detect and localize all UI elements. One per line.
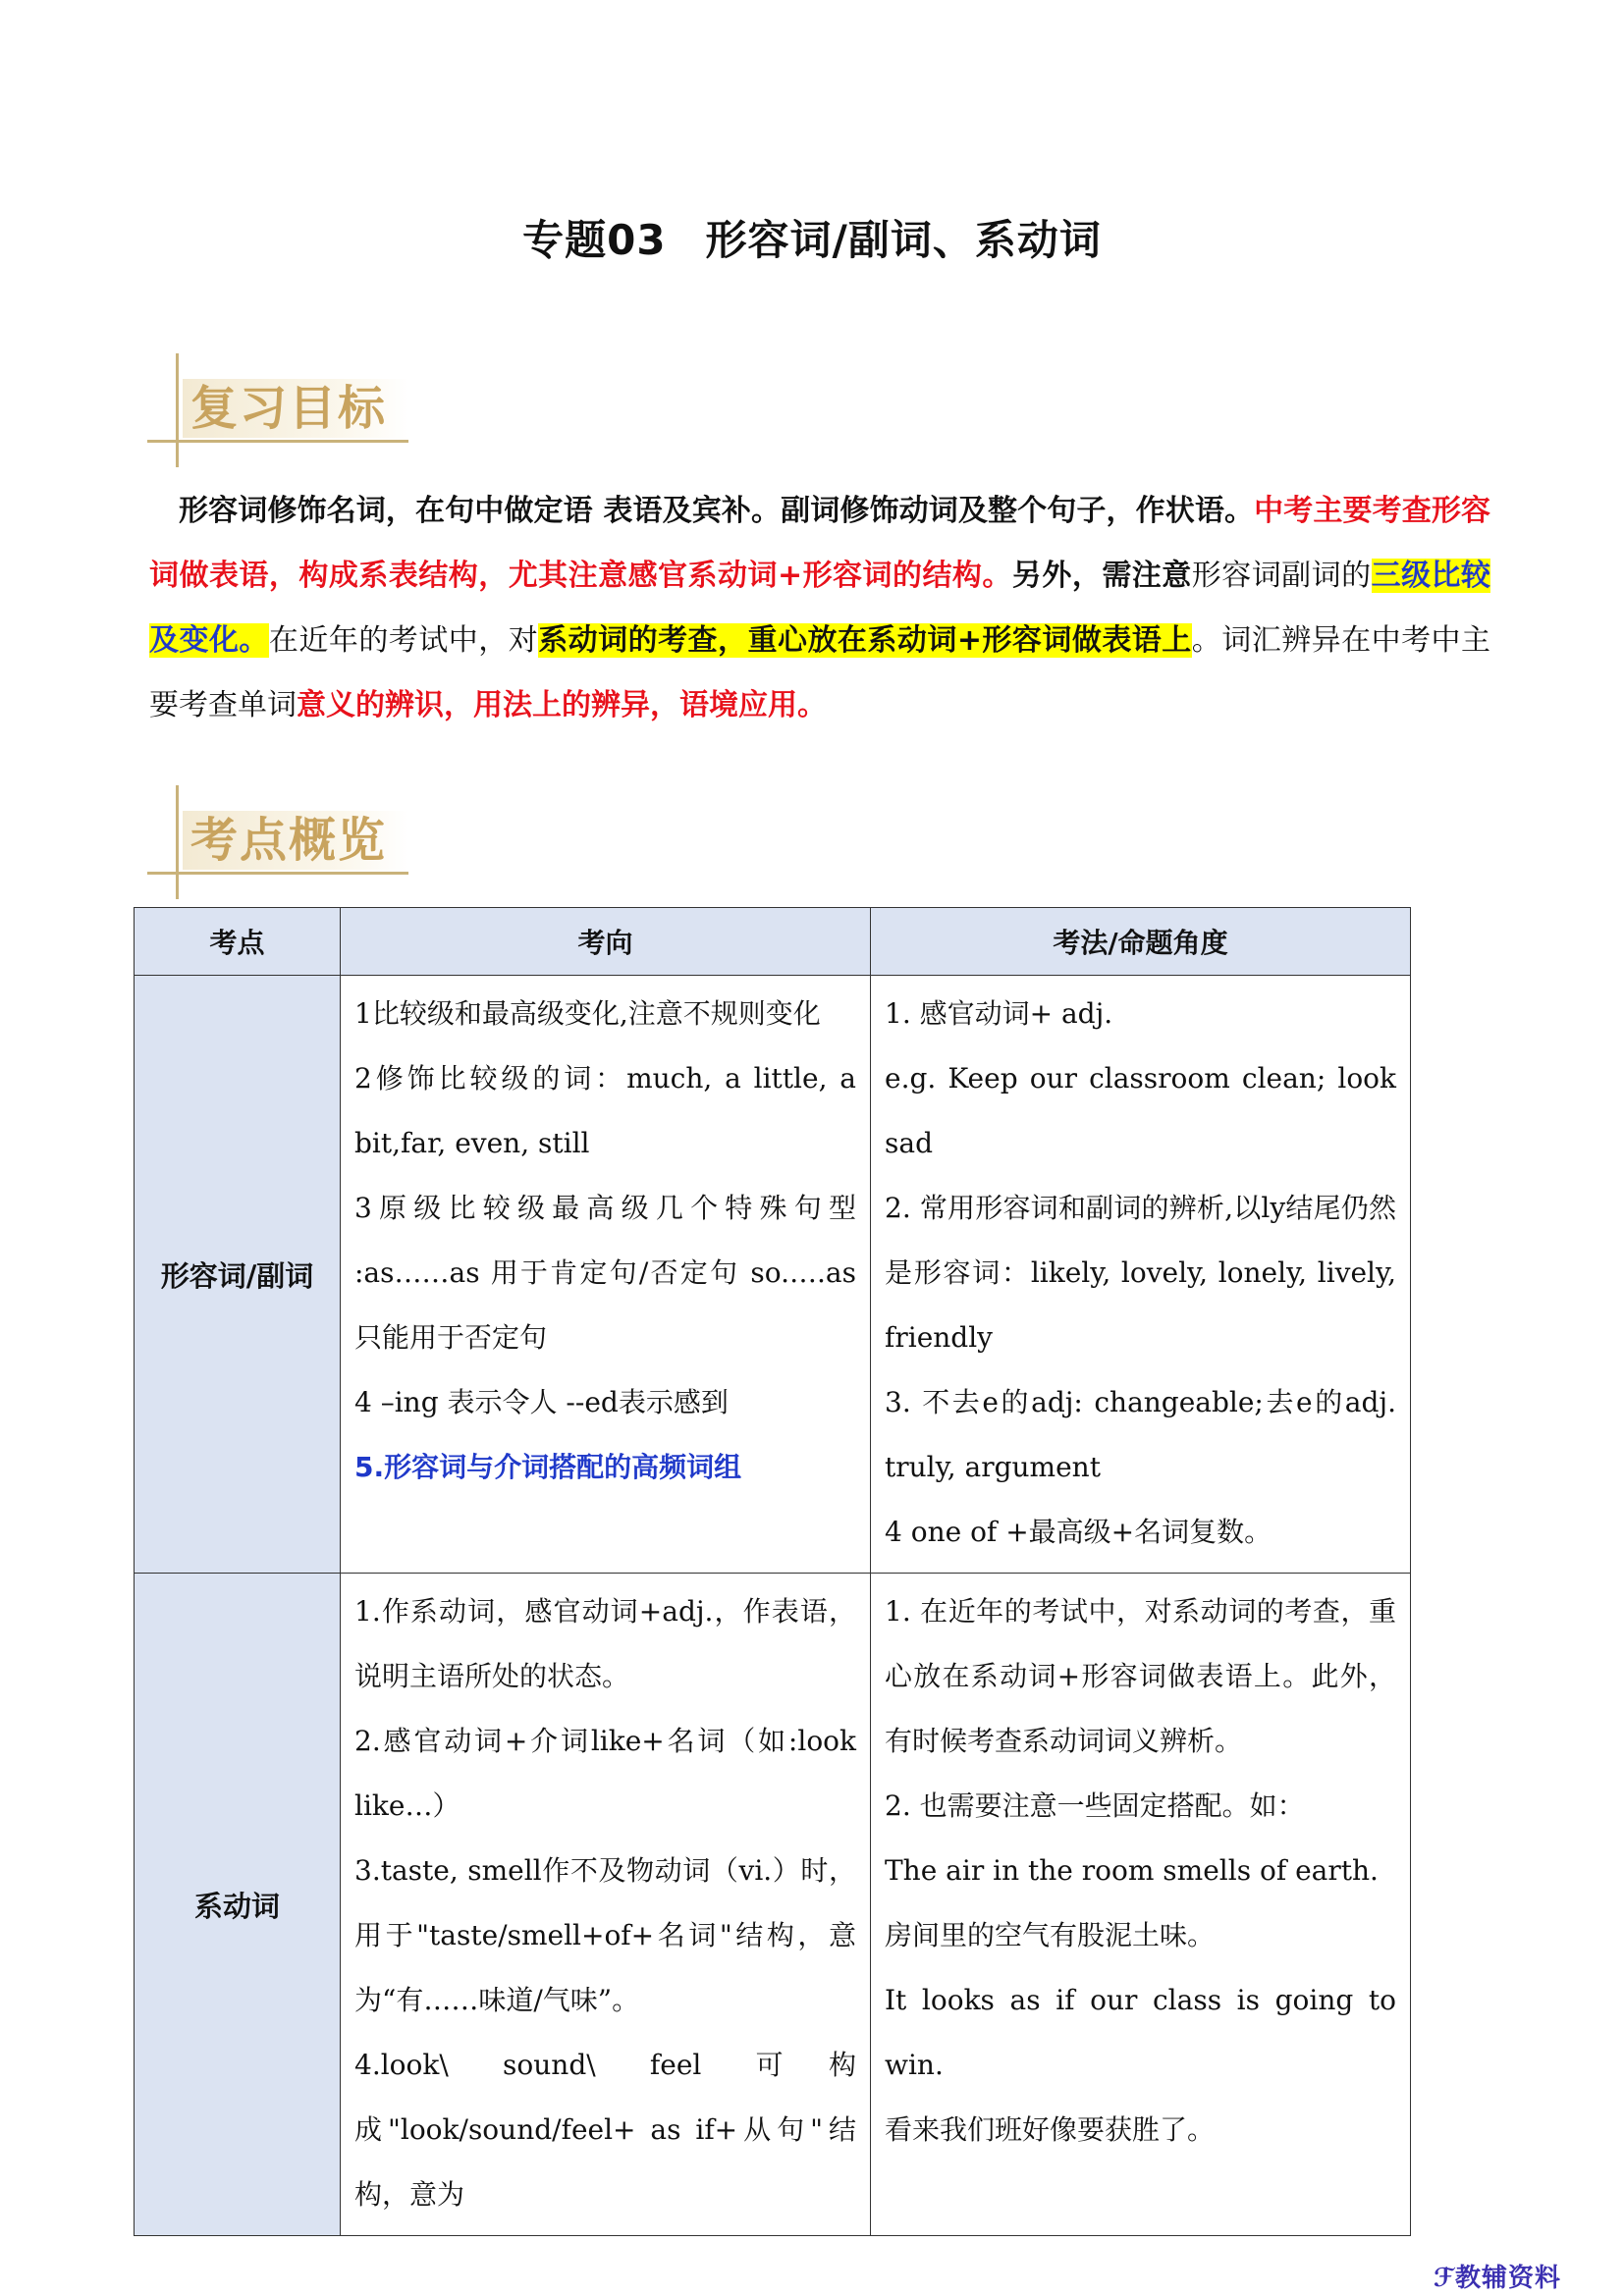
method-line: 2. 常用形容词和副词的辨析,以ly结尾仍然是形容词：likely, lovely, lonely, lively, friendly [885,1192,1396,1354]
direction-line: 1比较级和最高级变化,注意不规则变化 [354,997,821,1030]
method-cell [871,1574,1411,2236]
intro-s3: 另外，需注意 [1011,559,1192,593]
method-line: 看来我们班好像要获胜了。 [885,2113,1216,2146]
banner-overview-label: 考点概览 [190,813,388,868]
watermark-logo [1434,2258,1561,2294]
method-line: e.g. Keep our classroom clean; look sad [885,1062,1396,1159]
topic-cell: 系动词 [135,1574,341,2236]
method-line: 2. 也需要注意一些固定搭配。如： [885,1789,1305,1822]
title-main: 专题03 [522,216,667,264]
intro-s1: 形容词修饰名词，在句中做定语 表语及宾补。副词修饰动词及整个句子，作状语。 [179,494,1255,528]
intro-s8: 。词汇辨异在中考中主要考查单词 [149,623,1491,722]
direction-cell [341,1574,871,2236]
intro-s5: 三级比较及变化。 [149,559,1491,658]
page-title [0,208,1624,267]
direction-line: 3.taste, smell作不及物动词（vi.）时，用于"taste/smell+of+名词"结构，意为“有……味道/气味”。 [354,1854,856,2016]
topic-cell: 形容词/副词 [135,976,341,1574]
direction-line: 1.作系动词，感官动词+adj.，作表语，说明主语所处的状态。 [354,1595,856,1692]
direction-line: 4.look\ sound\ feel 可构成"look/sound/feel+ as if+从句"结构，意为 [354,2049,856,2211]
method-line: 3. 不去e的adj: changeable;去e的adj. truly, argument [885,1386,1396,1483]
table-header-row [135,908,1411,976]
header-direction: 考向 [341,908,871,976]
direction-line: 5.形容词与介词搭配的高频词组 [354,1451,742,1483]
method-cell [871,976,1411,1574]
intro-paragraph [149,479,1490,738]
method-line: 房间里的空气有股泥土味。 [885,1919,1216,1951]
intro-s7: 系动词的考查，重心放在系动词+形容词做表语上 [538,623,1192,658]
banner-horizontal-rule [147,440,408,443]
banner-overview [147,785,422,903]
banner-vertical-rule [176,353,179,467]
method-line: 4 one of +最高级+名词复数。 [885,1516,1272,1548]
banner-goals-label: 复习目标 [190,381,388,436]
title-sub: 形容词/副词、系动词 [705,216,1102,264]
direction-line: 2.感官动词+介词like+名词（如:look like…） [354,1725,856,1822]
direction-line: 4 –ing 表示令人 --ed表示感到 [354,1386,729,1418]
intro-s2: 中考主要考查形容词做表语，构成系表结构，尤其注意感官系动词+形容词的结构。 [149,494,1490,593]
banner-vertical-rule [176,785,179,899]
intro-s6: 在近年的考试中，对 [268,623,539,658]
method-line: It looks as if our class is going to win. [885,1984,1396,2081]
direction-line: 2修饰比较级的词：much, a little, a bit,far, even, still [354,1062,856,1159]
banner-goals [147,353,422,471]
overview-table [134,907,1411,2236]
method-line: 1. 感官动词+ adj. [885,997,1113,1030]
header-topic: 考点 [135,908,341,976]
table-row [135,1574,1411,2236]
direction-line: 3原级比较级最高级几个特殊句型 :as……as 用于肯定句/否定句 so.….as 只能用于否定句 [354,1192,856,1354]
intro-s9: 意义的辨识，用法上的辨异，语境应用。 [297,688,827,722]
watermark-text: 教辅资料 [1455,2264,1562,2293]
banner-horizontal-rule [147,872,408,875]
method-line: 1. 在近年的考试中，对系动词的考查，重心放在系动词+形容词做表语上。此外，有时候考查系动词词义辨析。 [885,1595,1396,1757]
watermark-glyph-icon: ℱ [1434,2264,1455,2293]
table-row [135,976,1411,1574]
method-line: The air in the room smells of earth. [885,1854,1379,1887]
intro-s4: 形容词副词的 [1191,559,1372,593]
direction-cell [341,976,871,1574]
header-method: 考法/命题角度 [871,908,1411,976]
